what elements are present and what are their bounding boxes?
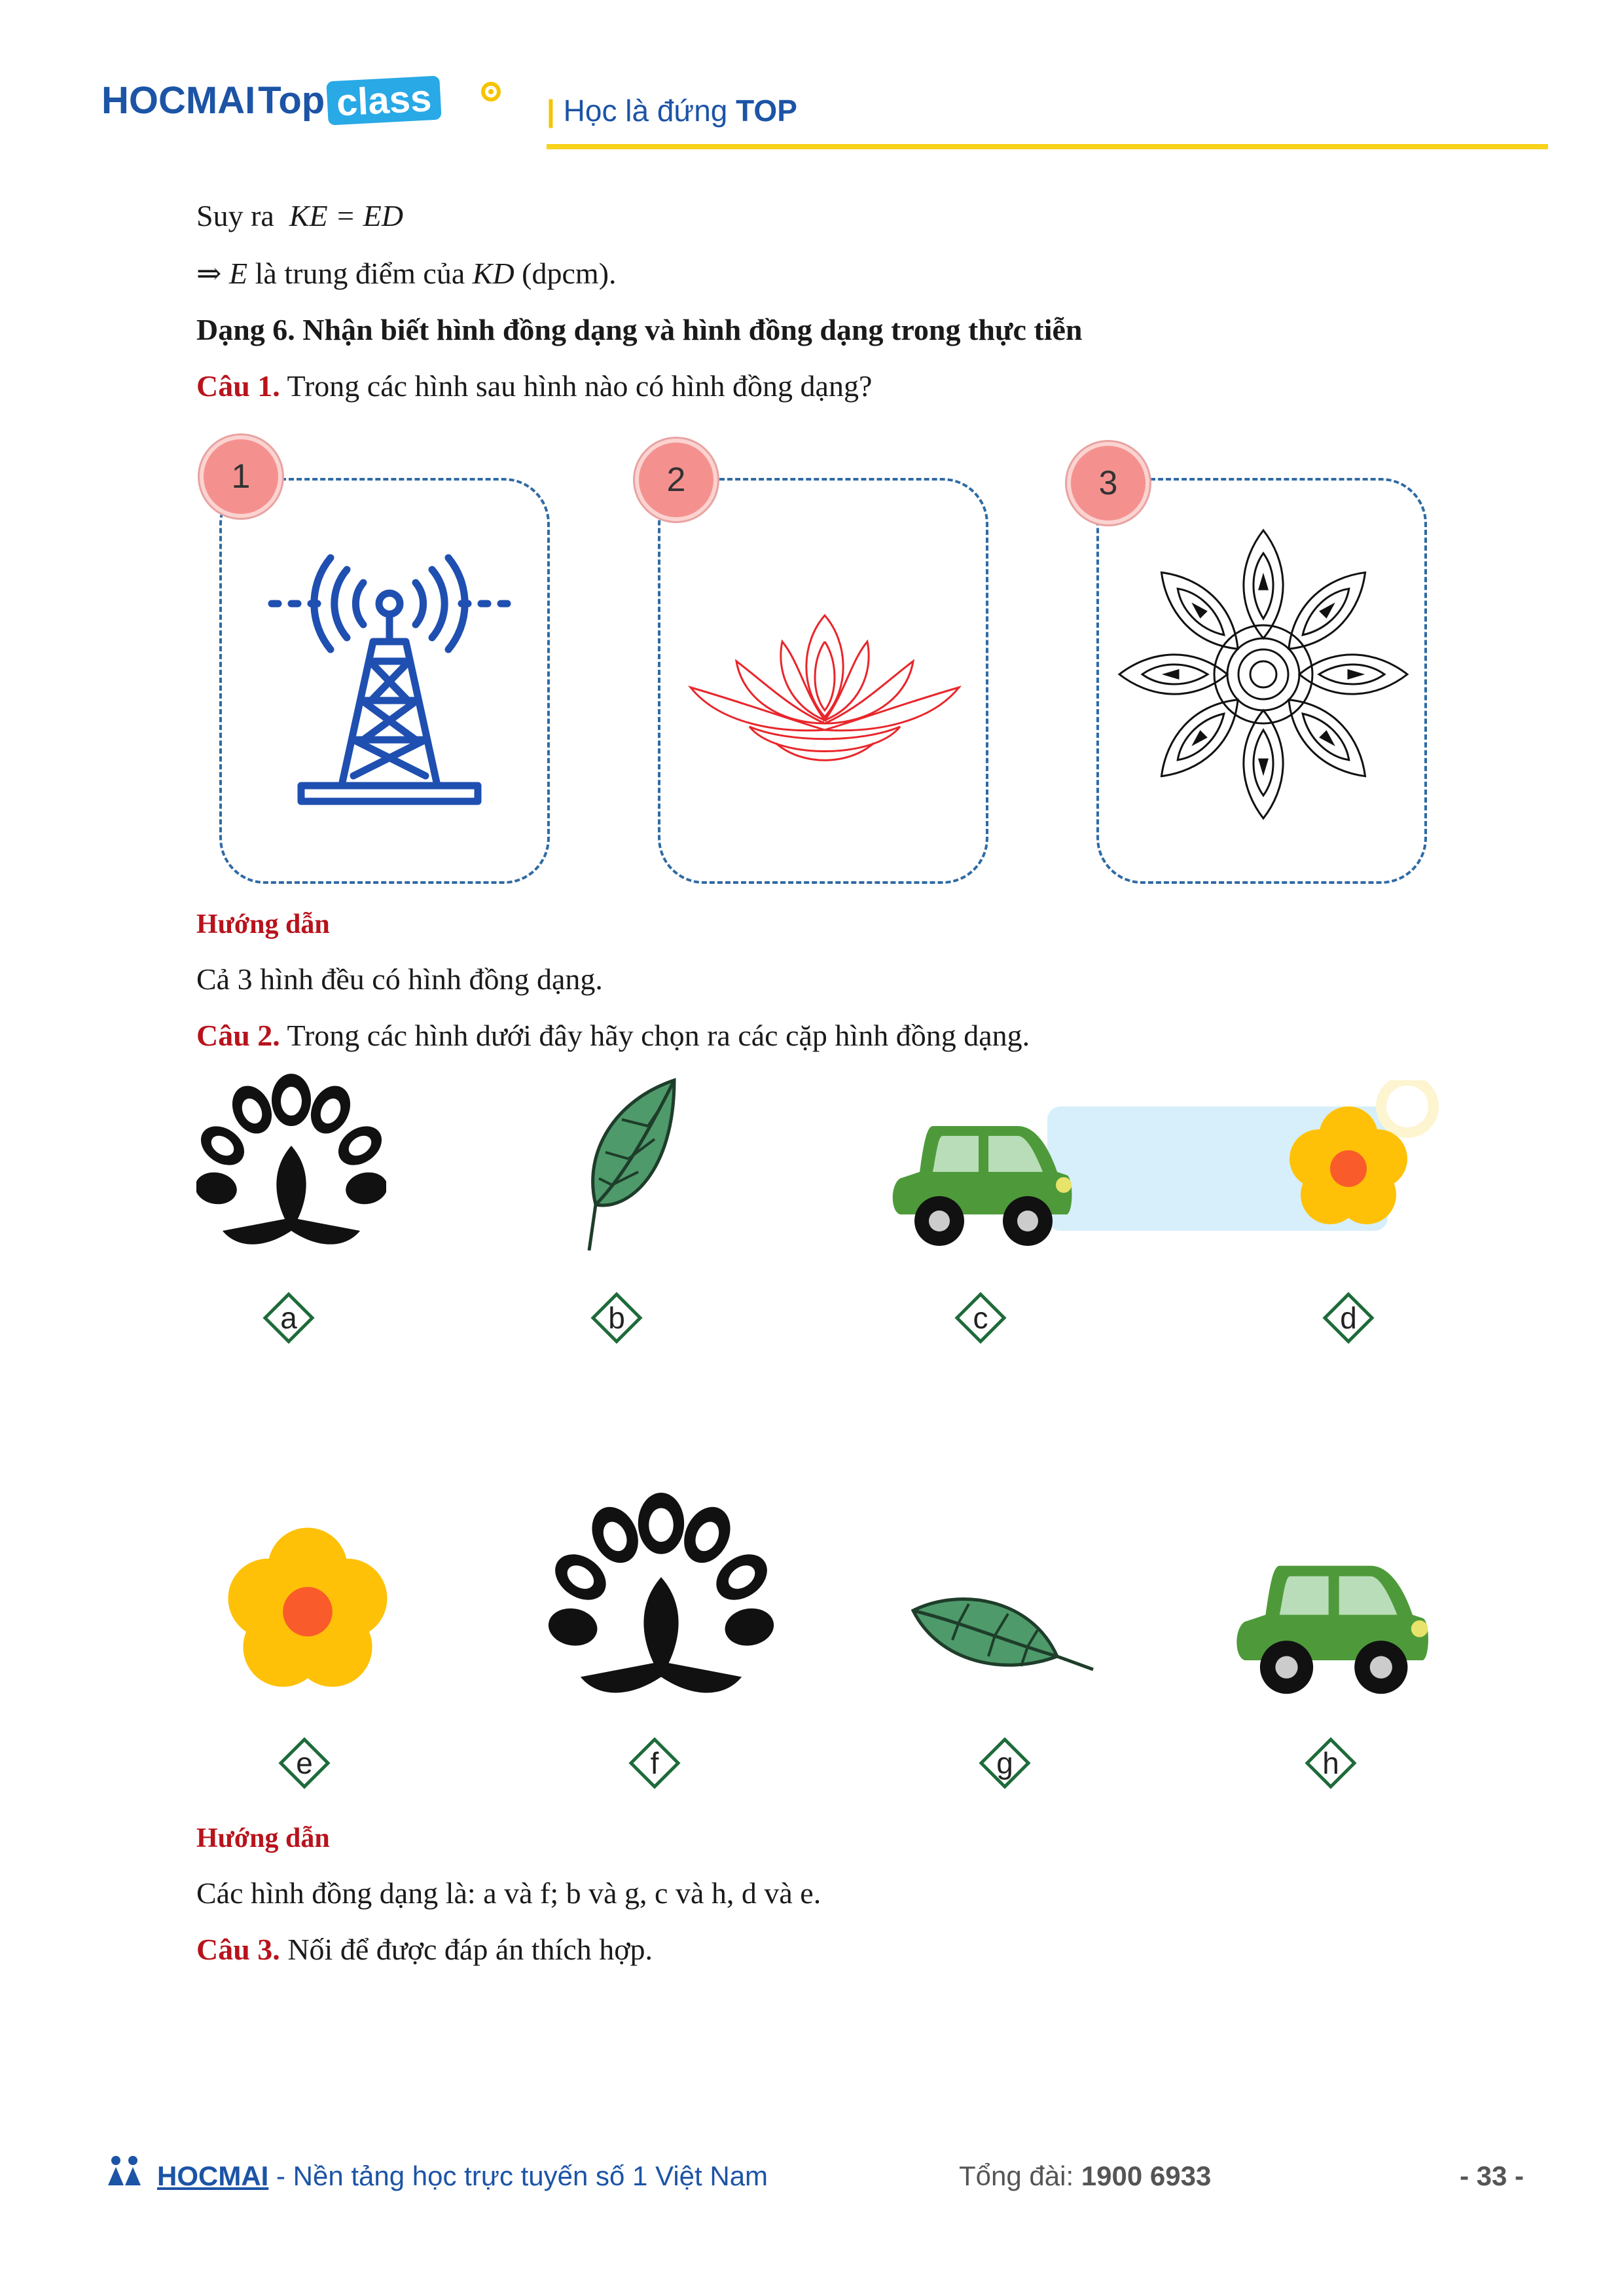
line2-suffix: (dpcm). xyxy=(522,257,617,290)
label-f: f xyxy=(650,1746,659,1780)
q2-text: Trong các hình dưới đây hãy chọn ra các cặp hình đồng dạng. xyxy=(287,1019,1030,1052)
line-conclusion xyxy=(196,254,617,293)
leaf-icon-b xyxy=(576,1074,694,1257)
footer-hotline xyxy=(959,2160,1211,2192)
line2-var: E xyxy=(229,257,248,290)
label-diamond-b xyxy=(592,1293,641,1343)
footer-brand[interactable]: HOCMAI xyxy=(157,2160,269,2191)
gear-icon xyxy=(478,79,504,105)
label-c: c xyxy=(973,1301,988,1335)
question-2 xyxy=(196,1016,1030,1055)
label-diamond-e xyxy=(280,1738,329,1788)
lotus-icon xyxy=(684,602,965,773)
peacock-icon-a xyxy=(196,1074,386,1264)
hotline-label: Tổng đài: xyxy=(959,2160,1074,2191)
car-icon-h xyxy=(1231,1552,1434,1699)
line1-prefix: Suy ra xyxy=(196,199,274,232)
label-diamond-g xyxy=(980,1738,1030,1788)
hocmai-topclass-logo xyxy=(101,79,441,151)
peacock-icon-f xyxy=(543,1493,779,1715)
q3-text: Nối để được đáp án thích hợp. xyxy=(287,1933,653,1966)
label-diamond-a xyxy=(264,1293,314,1343)
header-divider xyxy=(547,144,1548,149)
label-g: g xyxy=(996,1746,1013,1780)
footer-desc: - Nền tảng học trực tuyến số 1 Việt Nam xyxy=(268,2160,768,2191)
q3-label: Câu 3. xyxy=(196,1933,280,1966)
line2-math: KD xyxy=(472,257,514,290)
flower-icon-d xyxy=(1283,1100,1414,1231)
label-diamond-f xyxy=(630,1738,679,1788)
flower-icon-e xyxy=(219,1519,396,1696)
line2-text: là trung điểm của xyxy=(255,257,465,290)
logo-top-text: Top xyxy=(258,79,325,122)
logo-hocmai-text: HOCMAI xyxy=(101,79,256,122)
mandala-icon xyxy=(1113,524,1414,825)
label-a: a xyxy=(280,1301,297,1335)
label-h: h xyxy=(1322,1746,1339,1780)
guide-2-text: Các hình đồng dạng là: a và f; b và g, c và h, d và e. xyxy=(196,1876,821,1910)
page-number: - 33 - xyxy=(1460,2160,1525,2191)
label-diamond-h xyxy=(1306,1738,1356,1788)
page-footer xyxy=(101,2160,1528,2200)
car-icon-c xyxy=(887,1113,1077,1250)
slogan-text: Học là đứng xyxy=(563,94,728,128)
guide-1-label: Hướng dẫn xyxy=(196,909,330,939)
q2-label: Câu 2. xyxy=(196,1019,280,1052)
question-1 xyxy=(196,367,872,406)
figure-number-3: 3 xyxy=(1067,442,1149,524)
line-suy-ra xyxy=(196,196,403,236)
line1-math: KE = ED xyxy=(289,199,403,232)
question-3 xyxy=(196,1930,653,1969)
header-slogan xyxy=(547,93,797,128)
q1-text: Trong các hình sau hình nào có hình đồng dạng? xyxy=(287,369,873,403)
q1-label: Câu 1. xyxy=(196,369,280,403)
footer-brand-line xyxy=(157,2160,768,2192)
guide-2-label: Hướng dẫn xyxy=(196,1823,330,1853)
implies-symbol: ⇒ xyxy=(196,257,222,290)
leaf-icon-g xyxy=(907,1584,1096,1696)
label-e: e xyxy=(296,1746,313,1780)
hotline-number: 1900 6933 xyxy=(1081,2160,1212,2191)
tower-icon xyxy=(259,550,520,812)
watermark-logo xyxy=(236,1080,1453,1250)
label-diamond-c xyxy=(956,1293,1005,1343)
hocmai-people-icon xyxy=(101,2153,147,2192)
slogan-top: TOP xyxy=(736,94,797,128)
label-diamond-d xyxy=(1324,1293,1373,1343)
figure-number-1: 1 xyxy=(200,435,282,518)
slogan-bar: | xyxy=(547,94,555,128)
logo-class-badge: class xyxy=(327,76,442,126)
label-b: b xyxy=(608,1301,625,1335)
guide-1-text: Cả 3 hình đều có hình đồng dạng. xyxy=(196,962,603,996)
label-d: d xyxy=(1340,1301,1357,1335)
section-title: Dạng 6. Nhận biết hình đồng dạng và hình đồng dạng trong thực tiễn xyxy=(196,313,1083,346)
figure-number-2: 2 xyxy=(635,439,717,521)
